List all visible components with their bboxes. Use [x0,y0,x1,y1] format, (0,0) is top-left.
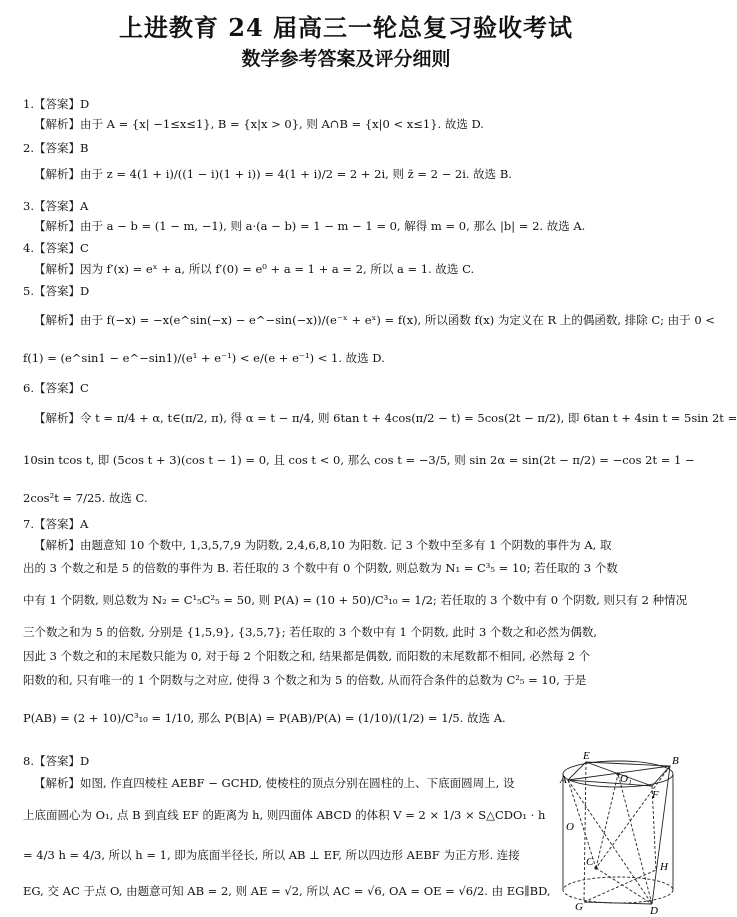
q6-explanation-line2: 10sin tcos t, 即 (5cos t + 3)(cos t − 1) = 0, 且 cos t < 0, 那么 cos t = −3/5, 则 sin 2α = sin(2t − π/2) = −cos 2t = 1 − [23,453,695,467]
q8-answer: 8.【答案】D [23,754,90,768]
cylinder-figure [556,750,686,917]
label-o1: O₁ [620,773,632,785]
label-a: A [560,774,567,786]
label-h: H [660,861,668,873]
q7-explanation-line7: P(AB) = (2 + 10)/C³₁₀ = 1/10, 那么 P(B|A) = P(AB)/P(A) = (1/10)/(1/2) = 1/5. 故选 A. [23,711,506,725]
q2-explanation: 【解析】由于 z = 4(1 + i)/((1 − i)(1 + i)) = 4(1 + i)/2 = 2 + 2i, 则 z̄ = 2 − 2i. 故选 B. [34,167,512,181]
q2-answer: 2.【答案】B [23,141,89,155]
label-c: C [586,856,594,868]
label-f: F [652,789,659,801]
q6-explanation-line1: 【解析】令 t = π/4 + α, t∈(π/2, π), 得 α = t − π/4, 则 6tan t + 4cos(π/2 − t) = 5cos(2t − π/2), 即 6tan t + 4sin t = 5sin 2t = [34,411,737,425]
q8-explanation-line4: EG, 交 AC 于点 O, 由题意可知 AB = 2, 则 AE = √2, 所以 AC = √6, OA = OE = √6/2. 由 EG∥BD, [23,884,551,898]
page-title: 上进教育 24 届高三一轮总复习验收考试 [118,13,574,42]
label-e: E [583,750,590,762]
q8-explanation-line3: = 4/3 h = 4/3, 所以 h = 1, 即为底面半径长, 所以 AB ⊥ EF, 所以四边形 AEBF 为正方形. 连接 [23,848,520,862]
q8-explanation-line1: 【解析】如图, 作直四棱柱 AEBF − GCHD, 使棱柱的顶点分别在圆柱的上、下底面圆周上, 设 [34,776,515,790]
q7-explanation-line4: 三个数之和为 5 的倍数, 分别是 {1,5,9}, {3,5,7}; 若任取的 3 个数中有 1 个阴数, 此时 3 个数之和必然为偶数, [23,625,598,639]
q5-explanation-line2: f(1) = (e^sin1 − e^−sin1)/(e¹ + e⁻¹) < e/(e + e⁻¹) < 1. 故选 D. [23,351,385,365]
q3-explanation: 【解析】由于 a − b = (1 − m, −1), 则 a·(a − b) = 1 − m − 1 = 0, 解得 m = 0, 那么 |b| = 2. 故选 A. [34,219,586,233]
q3-answer: 3.【答案】A [23,199,89,213]
q4-explanation: 【解析】因为 f′(x) = eˣ + a, 所以 f′(0) = e⁰ + a = 1 + a = 2, 所以 a = 1. 故选 C. [34,262,475,276]
label-o: O [566,821,574,833]
page-subtitle: 数学参考答案及评分细则 [241,48,451,70]
q7-explanation-line5: 因此 3 个数之和的末尾数只能为 0, 对于每 2 个阳数之和, 结果都是偶数, 而阳数的末尾数都不相同, 必然每 2 个 [23,649,591,663]
q7-explanation-line1: 【解析】由题意知 10 个数中, 1,3,5,7,9 为阴数, 2,4,6,8,10 为阳数. 记 3 个数中至多有 1 个阴数的事件为 A, 取 [34,538,612,552]
q6-explanation-line3: 2cos²t = 7/25. 故选 C. [23,491,148,505]
q5-answer: 5.【答案】D [23,284,90,298]
label-d: D [650,905,658,917]
q7-explanation-line3: 中有 1 个阴数, 则总数为 N₂ = C¹₅C²₅ = 50, 则 P(A) = (10 + 50)/C³₁₀ = 1/2; 若任取的 3 个数中有 0 个阴数, 则只有 2 种情况 [23,593,688,607]
q5-explanation-line1: 【解析】由于 f(−x) = −x(e^sin(−x) − e^−sin(−x))/(e⁻ˣ + eˣ) = f(x), 所以函数 f(x) 为定义在 R 上的偶函数, 排除 C; 由于 0 < [34,313,715,327]
label-g: G [575,901,583,913]
label-b: B [672,755,679,767]
q1-answer: 1.【答案】D [23,97,90,111]
q8-explanation-line2: 上底面圆心为 O₁, 点 B 到直线 EF 的距离为 h, 则四面体 ABCD 的体积 V = 2 × 1/3 × S△CDO₁ · h [23,808,546,822]
q7-explanation-line2: 出的 3 个数之和是 5 的倍数的事件为 B. 若任取的 3 个数中有 0 个阴数, 则总数为 N₁ = C³₅ = 10; 若任取的 3 个数 [23,561,618,575]
q1-explanation: 【解析】由于 A = {x| −1≤x≤1}, B = {x|x > 0}, 则 A∩B = {x|0 < x≤1}. 故选 D. [34,117,484,131]
q6-answer: 6.【答案】C [23,381,89,395]
point-c-dot [594,866,597,869]
q4-answer: 4.【答案】C [23,241,89,255]
bottom-circle [563,877,673,903]
q7-explanation-line6: 阳数的和, 只有唯一的 1 个阴数与之对应, 使得 3 个数之和为 5 的倍数, 从而符合条件的总数为 C²₅ = 10, 于是 [23,673,587,687]
q7-answer: 7.【答案】A [23,517,89,531]
